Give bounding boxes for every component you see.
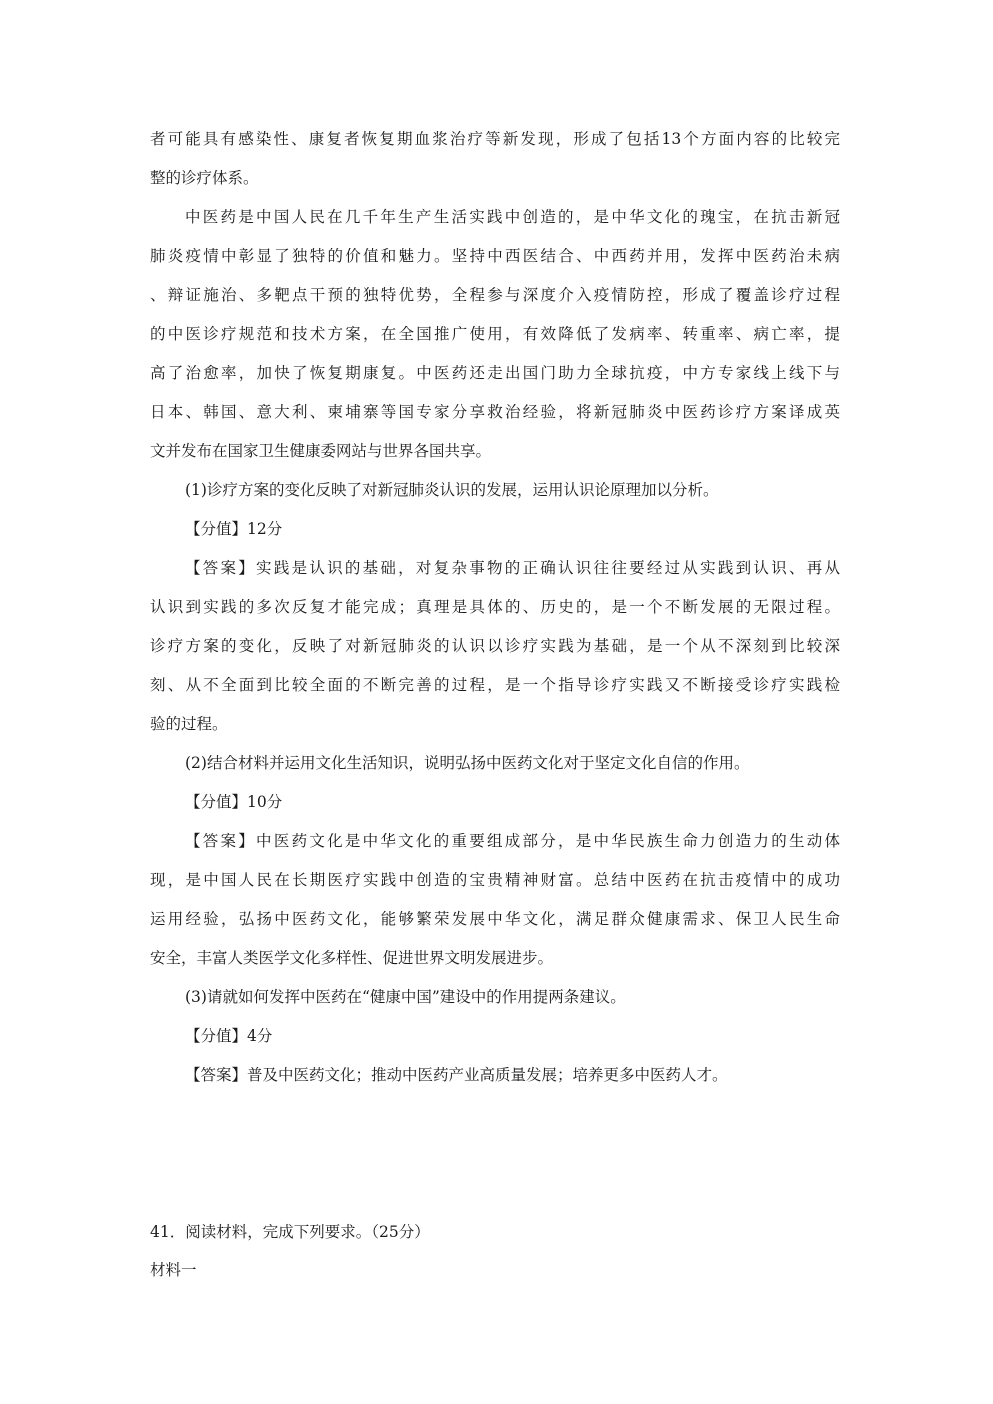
question-1-answer-line: 认识到实践的多次反复才能完成；真理是具体的、历史的，是一个不断发展的无限过程。: [150, 598, 840, 616]
question-41-title: 41．阅读材料，完成下列要求。（25分）: [150, 1223, 430, 1241]
text-line: 肺炎疫情中彰显了独特的价值和魅力。坚持中西医结合、中西药并用，发挥中医药治未病: [150, 247, 840, 265]
question-3: (3)请就如何发挥中医药在“健康中国”建设中的作用提两条建议。: [185, 988, 626, 1006]
question-2-answer-line: 【答案】中医药文化是中华文化的重要组成部分，是中华民族生命力创造力的生动体: [185, 832, 840, 850]
question-3-answer: 【答案】普及中医药文化；推动中医药产业高质量发展；培养更多中医药人才。: [185, 1066, 728, 1084]
question-2-score: 【分值】10分: [185, 793, 283, 811]
text-line: 整的诊疗体系。: [150, 169, 259, 187]
text-line: 、辩证施治、多靶点干预的独特优势，全程参与深度介入疫情防控，形成了覆盖诊疗过程: [150, 286, 840, 304]
question-1-score: 【分值】12分: [185, 520, 283, 538]
text-line: 文并发布在国家卫生健康委网站与世界各国共享。: [150, 442, 492, 460]
text-line: 的中医诊疗规范和技术方案，在全国推广使用，有效降低了发病率、转重率、病亡率，提: [150, 325, 840, 343]
text-line: 者可能具有感染性、康复者恢复期血浆治疗等新发现，形成了包括13个方面内容的比较完: [150, 130, 840, 148]
material-label: 材料一: [150, 1261, 197, 1279]
question-2-answer-line: 安全，丰富人类医学文化多样性、促进世界文明发展进步。: [150, 949, 554, 967]
text-line: 日本、韩国、意大利、柬埔寨等国专家分享救治经验，将新冠肺炎中医药诊疗方案译成英: [150, 403, 840, 421]
question-1-answer-line: 诊疗方案的变化，反映了对新冠肺炎的认识以诊疗实践为基础，是一个从不深刻到比较深: [150, 637, 840, 655]
question-1-answer-line: 验的过程。: [150, 715, 228, 733]
question-1-answer-line: 刻、从不全面到比较全面的不断完善的过程，是一个指导诊疗实践又不断接受诊疗实践检: [150, 676, 840, 694]
text-line: 高了治愈率，加快了恢复期康复。中医药还走出国门助力全球抗疫，中方专家线上线下与: [150, 364, 840, 382]
question-2: (2)结合材料并运用文化生活知识，说明弘扬中医药文化对于坚定文化自信的作用。: [185, 754, 750, 772]
question-1: (1)诊疗方案的变化反映了对新冠肺炎认识的发展，运用认识论原理加以分析。: [185, 481, 719, 499]
question-3-score: 【分值】4分: [185, 1027, 273, 1045]
text-line: 中医药是中国人民在几千年生产生活实践中创造的，是中华文化的瑰宝，在抗击新冠: [185, 208, 840, 226]
question-2-answer-line: 运用经验，弘扬中医药文化，能够繁荣发展中华文化，满足群众健康需求、保卫人民生命: [150, 910, 840, 928]
question-1-answer-line: 【答案】实践是认识的基础，对复杂事物的正确认识往往要经过从实践到认识、再从: [185, 559, 840, 577]
question-2-answer-line: 现，是中国人民在长期医疗实践中创造的宝贵精神财富。总结中医药在抗击疫情中的成功: [150, 871, 840, 889]
